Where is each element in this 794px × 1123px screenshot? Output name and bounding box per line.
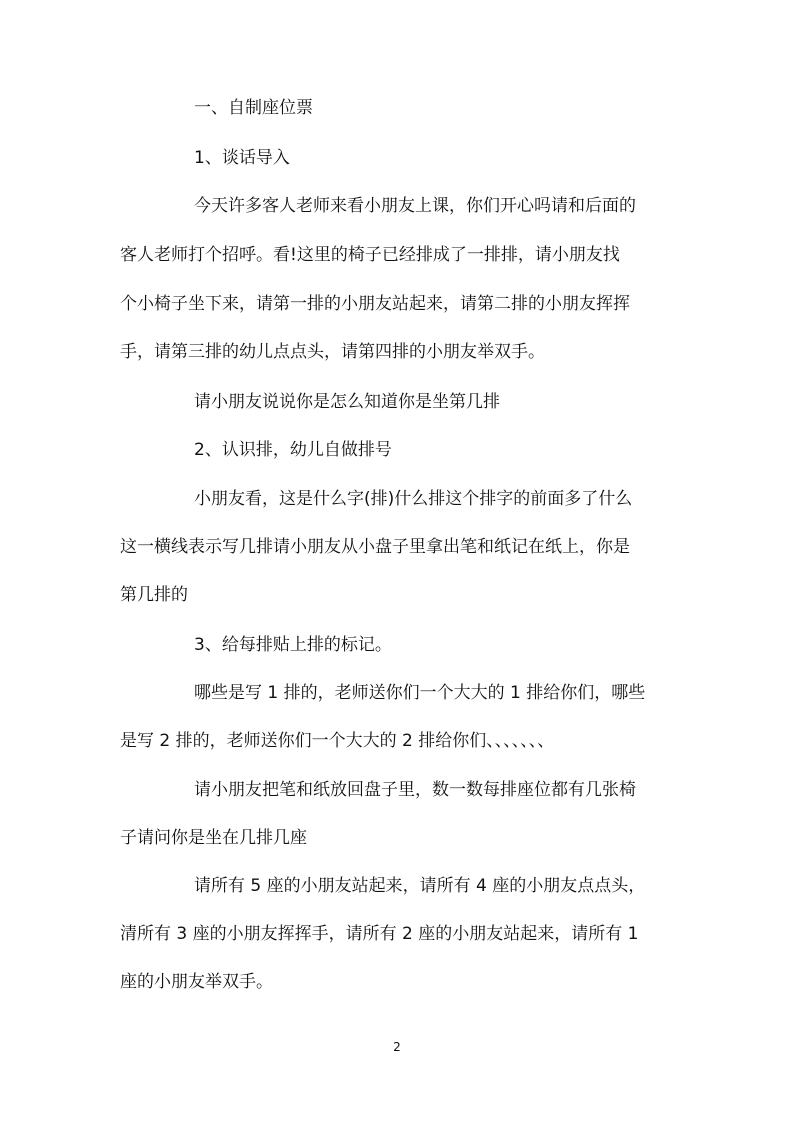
paragraph-line: 这一横线表示写几排请小朋友从小盘子里拿出笔和纸记在纸上，你是 (120, 537, 630, 557)
paragraph-line: 座的小朋友举双手。 (120, 972, 273, 992)
step-heading: 3、给每排贴上排的标记。 (194, 635, 392, 655)
page-number: 2 (393, 1040, 401, 1054)
paragraph-line: 清所有 3 座的小朋友挥挥手，请所有 2 座的小朋友站起来，请所有 1 (120, 924, 639, 944)
section-title: 一、自制座位票 (194, 98, 313, 118)
paragraph-line: 客人老师打个招呼。看!这里的椅子已经排成了一排排，请小朋友找 (120, 245, 620, 265)
paragraph-line: 请小朋友把笔和纸放回盘子里，数一数每排座位都有几张椅 (194, 780, 636, 800)
paragraph-line: 请小朋友说说你是怎么知道你是坐第几排 (194, 392, 500, 412)
paragraph-line: 第几排的 (120, 585, 188, 605)
paragraph-line: 是写 2 排的，老师送你们一个大大的 2 排给你们、、、、、、、 (120, 731, 555, 751)
paragraph-line: 请所有 5 座的小朋友站起来，请所有 4 座的小朋友点点头， (194, 876, 646, 896)
step-heading: 1、谈话导入 (194, 148, 290, 168)
paragraph-line: 小朋友看，这是什么字(排)什么排这个排字的前面多了什么 (194, 489, 633, 509)
step-heading: 2、认识排，幼儿自做排号 (194, 440, 392, 460)
paragraph-line: 子请问你是坐在几排几座 (120, 828, 307, 848)
paragraph-line: 今天许多客人老师来看小朋友上课，你们开心吗请和后面的 (194, 196, 636, 216)
paragraph-line: 手，请第三排的幼儿点点头，请第四排的小朋友举双手。 (120, 342, 545, 362)
paragraph-line: 个小椅子坐下来，请第一排的小朋友站起来，请第二排的小朋友挥挥 (120, 294, 630, 314)
paragraph-line: 哪些是写 1 排的，老师送你们一个大大的 1 排给你们，哪些 (194, 683, 646, 703)
